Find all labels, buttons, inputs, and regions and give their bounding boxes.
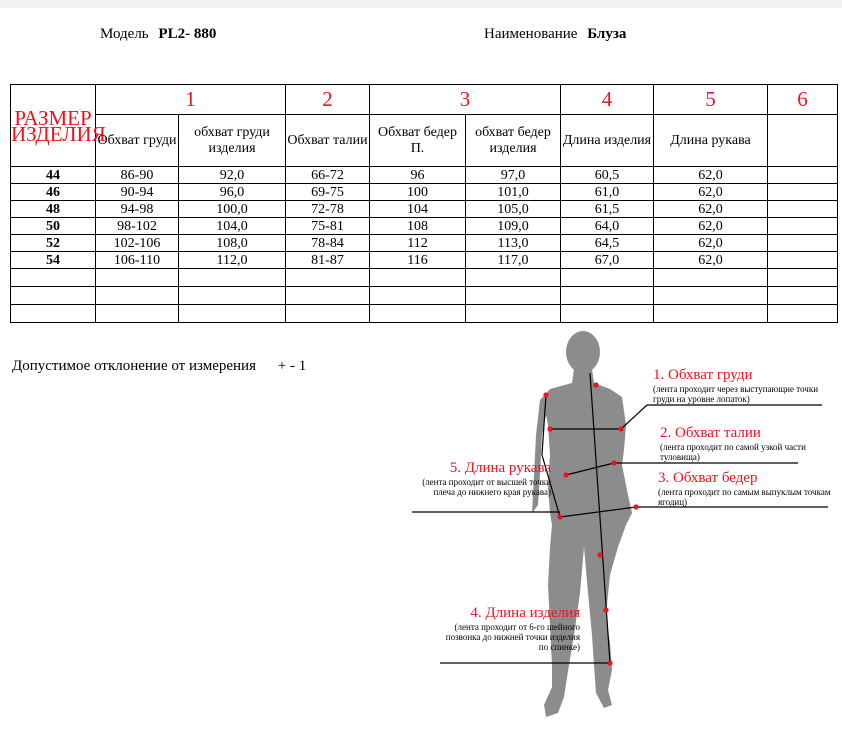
table-cell: 64,0 (561, 218, 654, 235)
empty-cell (370, 287, 466, 305)
column-header-row (11, 115, 838, 167)
empty-cell (768, 287, 838, 305)
table-cell: 86-90 (96, 167, 179, 184)
table-cell: 102-106 (96, 235, 179, 252)
size-cell: 50 (11, 218, 96, 235)
empty-cell (179, 305, 286, 323)
table-cell: 67,0 (561, 252, 654, 269)
size-table (10, 84, 838, 323)
length-description: (лента проходит от 6-го шейного позвонка до нижней точки изделия по спинке) (445, 622, 580, 652)
empty-cell (561, 305, 654, 323)
column-header: Обхват бедер П. (370, 115, 466, 167)
table-cell: 104,0 (179, 218, 286, 235)
hips-title: 3. Обхват бедер (658, 470, 758, 486)
table-cell: 60,5 (561, 167, 654, 184)
table-cell: 109,0 (466, 218, 561, 235)
model-header (100, 26, 216, 43)
waist-description: (лента проходит по самой узкой части туловища) (660, 442, 806, 462)
tolerance-value: + - 1 (277, 358, 307, 374)
name-value: Блуза (587, 26, 627, 42)
table-cell: 117,0 (466, 252, 561, 269)
table-cell: 62,0 (654, 235, 768, 252)
table-row (11, 184, 838, 201)
table-cell (768, 167, 838, 184)
table-cell (768, 235, 838, 252)
model-label: Модель (100, 26, 149, 42)
model-value: PL2- 880 (158, 26, 217, 42)
hips-label (658, 470, 838, 507)
empty-cell (768, 305, 838, 323)
empty-cell (11, 305, 96, 323)
empty-cell (561, 269, 654, 287)
empty-row (11, 269, 838, 287)
tolerance-note (12, 358, 306, 375)
empty-cell (96, 269, 179, 287)
empty-cell (11, 287, 96, 305)
table-cell: 97,0 (466, 167, 561, 184)
table-row (11, 201, 838, 218)
empty-row (11, 287, 838, 305)
column-header: обхват бедер изделия (466, 115, 561, 167)
table-cell: 105,0 (466, 201, 561, 218)
column-header: Обхват груди (96, 115, 179, 167)
size-cell: 46 (11, 184, 96, 201)
table-cell: 72-78 (286, 201, 370, 218)
table-cell (768, 201, 838, 218)
name-header (484, 26, 626, 43)
table-cell: 90-94 (96, 184, 179, 201)
name-label: Наименование (484, 26, 578, 42)
table-cell: 116 (370, 252, 466, 269)
empty-cell (96, 287, 179, 305)
size-cell: 54 (11, 252, 96, 269)
silhouette-shape (532, 331, 632, 717)
size-table-body (11, 167, 838, 323)
table-cell: 78-84 (286, 235, 370, 252)
waist-title: 2. Обхват талии (660, 425, 761, 441)
table-cell: 106-110 (96, 252, 179, 269)
table-cell: 62,0 (654, 167, 768, 184)
table-cell: 96 (370, 167, 466, 184)
table-cell: 100 (370, 184, 466, 201)
sleeve-description: (лента проходит от высшей точки плеча до нижнего края рукава) (422, 477, 551, 497)
table-cell: 101,0 (466, 184, 561, 201)
empty-cell (286, 287, 370, 305)
sleeve-title: 5. Длина рукава (449, 460, 551, 476)
table-row (11, 218, 838, 235)
group-number: 5 (654, 85, 768, 115)
table-cell: 100,0 (179, 201, 286, 218)
empty-cell (561, 287, 654, 305)
column-header: Обхват талии (286, 115, 370, 167)
sleeve-label (416, 460, 551, 497)
length-label (440, 605, 580, 652)
empty-cell (654, 287, 768, 305)
table-cell: 62,0 (654, 218, 768, 235)
column-header (768, 115, 838, 167)
empty-row (11, 305, 838, 323)
empty-cell (466, 269, 561, 287)
table-cell: 98-102 (96, 218, 179, 235)
table-cell: 66-72 (286, 167, 370, 184)
table-cell: 94-98 (96, 201, 179, 218)
size-cell: 52 (11, 235, 96, 252)
table-cell: 62,0 (654, 184, 768, 201)
size-cell: 44 (11, 167, 96, 184)
table-cell: 62,0 (654, 201, 768, 218)
table-cell: 112,0 (179, 252, 286, 269)
table-cell: 92,0 (179, 167, 286, 184)
length-title: 4. Длина изделия (470, 605, 580, 621)
table-cell: 96,0 (179, 184, 286, 201)
table-cell: 104 (370, 201, 466, 218)
chest-description: (лента проходит через выступающие точки груди на уровне лопаток) (653, 384, 819, 404)
empty-cell (768, 269, 838, 287)
table-row (11, 252, 838, 269)
empty-cell (286, 269, 370, 287)
table-cell: 81-87 (286, 252, 370, 269)
table-row (11, 167, 838, 184)
hips-description: (лента проходит по самым выпуклым точкам ягодиц) (658, 487, 831, 507)
empty-cell (654, 269, 768, 287)
table-cell: 112 (370, 235, 466, 252)
group-number-row (11, 85, 838, 115)
empty-cell (466, 305, 561, 323)
column-header: Длина изделия (561, 115, 654, 167)
table-cell: 61,0 (561, 184, 654, 201)
empty-cell (286, 305, 370, 323)
table-cell: 64,5 (561, 235, 654, 252)
group-number: 3 (370, 85, 561, 115)
table-cell (768, 218, 838, 235)
empty-cell (179, 287, 286, 305)
table-row (11, 235, 838, 252)
empty-cell (179, 269, 286, 287)
empty-cell (96, 305, 179, 323)
table-cell: 75-81 (286, 218, 370, 235)
group-number: 6 (768, 85, 838, 115)
empty-cell (466, 287, 561, 305)
group-number: 1 (96, 85, 286, 115)
tolerance-label: Допустимое отклонение от измерения (12, 358, 256, 374)
table-cell: 108 (370, 218, 466, 235)
empty-cell (370, 269, 466, 287)
group-number: 2 (286, 85, 370, 115)
chest-title: 1. Обхват груди (653, 367, 753, 383)
column-header: обхват груди изделия (179, 115, 286, 167)
table-cell: 69-75 (286, 184, 370, 201)
empty-cell (654, 305, 768, 323)
measurement-figure (400, 325, 840, 740)
empty-cell (11, 269, 96, 287)
size-column-header: РАЗМЕР ИЗДЕЛИЯ (11, 85, 96, 167)
table-cell: 61,5 (561, 201, 654, 218)
group-number: 4 (561, 85, 654, 115)
table-cell: 113,0 (466, 235, 561, 252)
top-strip (0, 0, 842, 8)
waist-label (660, 425, 820, 462)
size-cell: 48 (11, 201, 96, 218)
table-cell (768, 252, 838, 269)
empty-cell (370, 305, 466, 323)
table-cell: 62,0 (654, 252, 768, 269)
table-cell (768, 184, 838, 201)
chest-label (653, 367, 833, 404)
column-header: Длина рукава (654, 115, 768, 167)
table-cell: 108,0 (179, 235, 286, 252)
